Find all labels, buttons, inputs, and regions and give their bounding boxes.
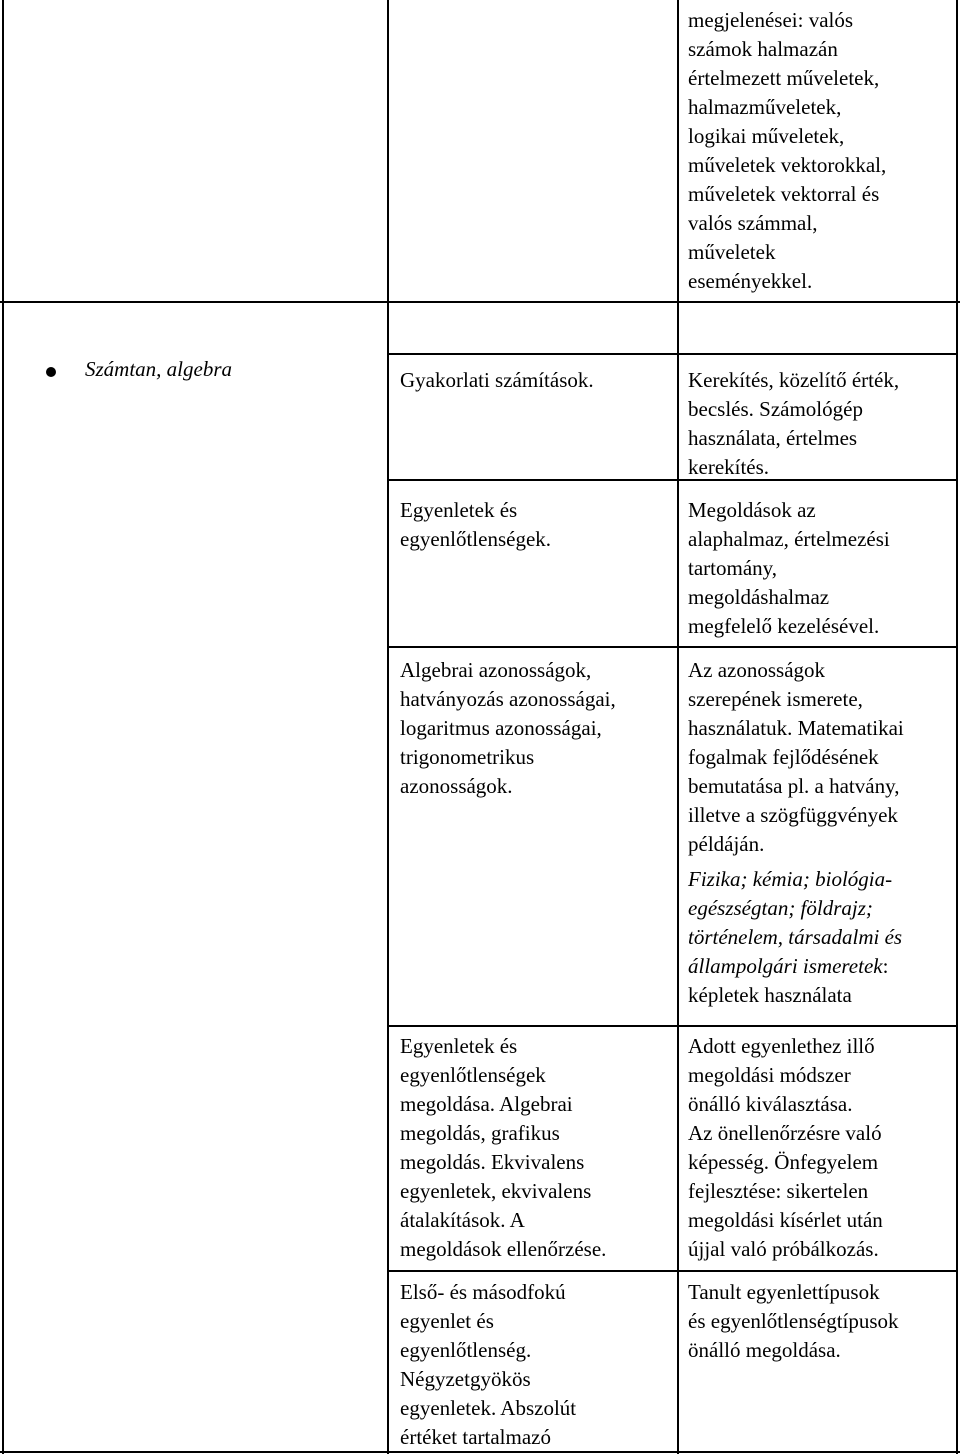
table-border-left <box>2 0 4 1454</box>
table-cell-middle: Algebrai azonosságok, hatványozás azonosságai, logaritmus azonosságai, trigonometrikus azonosságok. <box>400 658 616 798</box>
table-cell-middle: Gyakorlati számítások. <box>400 368 594 392</box>
table-cell-middle: Egyenletek és egyenlőtlenségek megoldása. Algebrai megoldás, grafikus megoldás. Ekvivalens egyenletek, ekvivalens átalakítások. A megoldások ellenőrzése. <box>400 1034 607 1261</box>
table-cell-right: Tanult egyenlettípusok és egyenlőtlenségtípusok önálló megoldása. <box>688 1280 899 1362</box>
topic-label: Számtan, algebra <box>85 357 232 381</box>
table-divider-1 <box>387 0 389 1454</box>
table-row-border <box>387 353 958 355</box>
table-row-border <box>387 1025 958 1027</box>
cross-curricular-note: : képletek használata <box>688 954 889 1007</box>
table-border-right <box>956 0 958 1454</box>
table-divider-2 <box>677 0 679 1454</box>
table-cell-middle: Egyenletek és egyenlőtlenségek. <box>400 498 552 551</box>
cross-curricular-subjects: Fizika; kémia; biológia- egészségtan; földrajz; történelem, társadalmi és állampolgári ismeretek <box>688 867 903 978</box>
table-row-border <box>387 1270 958 1272</box>
table-cell-right: Megoldások az alaphalmaz, értelmezési tartomány, megoldáshalmaz megfelelő kezelésével. <box>688 498 890 638</box>
table-cell-right <box>688 656 904 1007</box>
table-cell-right: Adott egyenlethez illő megoldási módszer önálló kiválasztása. Az önellenőrzésre való képesség. Önfegyelem fejlesztése: sikertelen megoldási kísérlet után újjal való próbálkozás. <box>688 1034 883 1261</box>
table-cell-right: Kerekítés, közelítő érték, becslés. Számológép használata, értelmes kerekítés. <box>688 368 900 479</box>
bullet-icon <box>46 367 56 377</box>
table-cell-right: megjelenései: valós számok halmazán értelmezett műveletek, halmazműveletek, logikai műveletek, műveletek vektorokkal, műveletek vektorral és valós számmal, műveletek eseményekkel. <box>688 8 887 293</box>
table-row-border <box>387 646 958 648</box>
table-cell-middle: Első- és másodfokú egyenlet és egyenlőtlenség. Négyzetgyökös egyenletek. Abszolút értéket tartalmazó <box>400 1280 577 1449</box>
cell-text: Az azonosságok szerepének ismerete, használatuk. Matematikai fogalmak fejlődésének bemutatása pl. a hatvány, illetve a szögfüggvények példáján. <box>688 658 904 856</box>
table-row-border <box>0 301 960 303</box>
